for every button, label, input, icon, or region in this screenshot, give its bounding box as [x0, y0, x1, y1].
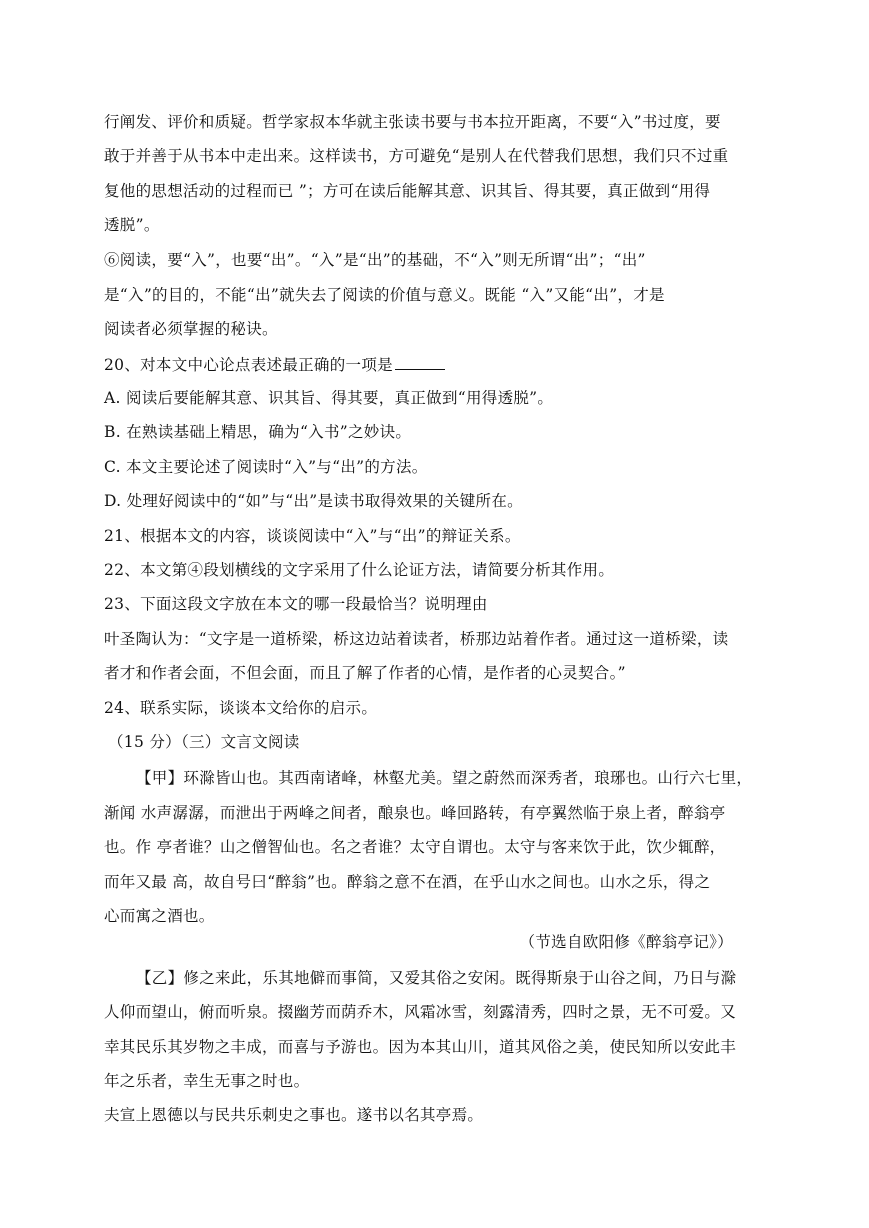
- classical-text-yi-line: 夫宣上恩德以与民共乐刺史之事也。遂书以名其亭焉。: [104, 1106, 484, 1124]
- classical-text-yi-line: 【乙】修之来此，乐其地僻而事简，又爱其俗之安闲。既得斯泉于山谷之间，乃日与滁: [136, 969, 737, 987]
- question-21: 21、根据本文的内容，谈谈阅读中“入”与“出”的辩证关系。: [104, 527, 521, 545]
- option-b: B. 在熟读基础上精思，确为“入书”之妙诀。: [104, 423, 412, 441]
- paragraph-6-line: 阅读者必须掌握的秘诀。: [104, 320, 278, 338]
- source-citation: （节选自欧阳修《醉翁亭记》）: [519, 933, 733, 951]
- quote-line: 叶圣陶认为：“文字是一道桥梁，桥这边站着读者，桥那边站着作者。通过这一道桥梁，读: [104, 630, 729, 648]
- classical-text-jia-line: 也。作 亭者谁？山之僧智仙也。名之者谁？太守自谓也。太守与客来饮于此，饮少辄醉，: [104, 838, 726, 856]
- section-heading: （15 分）（三）文言文阅读: [108, 733, 300, 751]
- option-c: C. 本文主要论述了阅读时“入”与“出”的方法。: [104, 458, 428, 476]
- classical-text-yi-line: 幸其民乐其岁物之丰成，而喜与予游也。因为本其山川，道其风俗之美，使民知所以安此丰: [104, 1038, 737, 1056]
- question-22: 22、本文第④段划横线的文字采用了什么论证方法，请简要分析其作用。: [104, 561, 615, 579]
- paragraph-6-line: 是“入”的目的，不能“出”就失去了阅读的价值与意义。既能 “入”又能“出”，才是: [104, 286, 665, 304]
- classical-text-yi-line: 人仰而望山，俯而听泉。掇幽芳而荫乔木，风霜冰雪，刻露清秀，四时之景，无不可爱。又: [104, 1003, 737, 1021]
- classical-text-jia-line: 心而寓之酒也。: [104, 907, 215, 925]
- question-20-text: 20、对本文中心论点表述最正确的一项是: [104, 356, 393, 374]
- classical-text-jia-line: 【甲】环滁皆山也。其西南诸峰，林壑尤美。望之蔚然而深秀者，琅琊也。山行六七里，: [136, 769, 753, 787]
- option-a: A. 阅读后要能解其意、识其旨、得其要，真正做到“用得透脱”。: [104, 389, 554, 407]
- classical-text-yi-line: 年之乐者，幸生无事之时也。: [104, 1072, 310, 1090]
- paragraph-6-line: ⑥阅读，要“入”，也要“出”。“入”是“出”的基础，不“入”则无所谓“出”；“出”: [104, 251, 646, 269]
- quote-line: 者才和作者会面，不但会面，而且了解了作者的心情，是作者的心灵契合。”: [104, 664, 626, 682]
- passage-line: 透脱”。: [104, 216, 160, 234]
- passage-line: 行阐发、评价和质疑。哲学家叔本华就主张读书要与书本拉开距离，不要“入”书过度，要: [104, 113, 721, 131]
- option-d: D. 处理好阅读中的“如”与“出”是读书取得效果的关键所在。: [104, 492, 523, 510]
- passage-line: 敢于并善于从书本中走出来。这样读书，方可避免“是别人在代替我们思想，我们只不过重: [104, 147, 729, 165]
- answer-blank[interactable]: [395, 353, 445, 370]
- classical-text-jia-line: 渐闻 水声潺潺，而泄出于两峰之间者，酿泉也。峰回路转，有亭翼然临于泉上者，醉翁亭: [104, 804, 726, 822]
- question-20: [104, 353, 744, 375]
- question-23: 23、下面这段文字放在本文的哪一段最恰当？说明理由: [104, 595, 488, 613]
- passage-line: 复他的思想活动的过程而已 ”；方可在读后能解其意、识其旨、得其要，真正做到“用得: [104, 182, 711, 200]
- question-24: 24、联系实际，谈谈本文给你的启示。: [104, 699, 378, 717]
- classical-text-jia-line: 而年又最 高，故自号曰“醉翁”也。醉翁之意不在酒，在乎山水之间也。山水之乐，得之: [104, 873, 711, 891]
